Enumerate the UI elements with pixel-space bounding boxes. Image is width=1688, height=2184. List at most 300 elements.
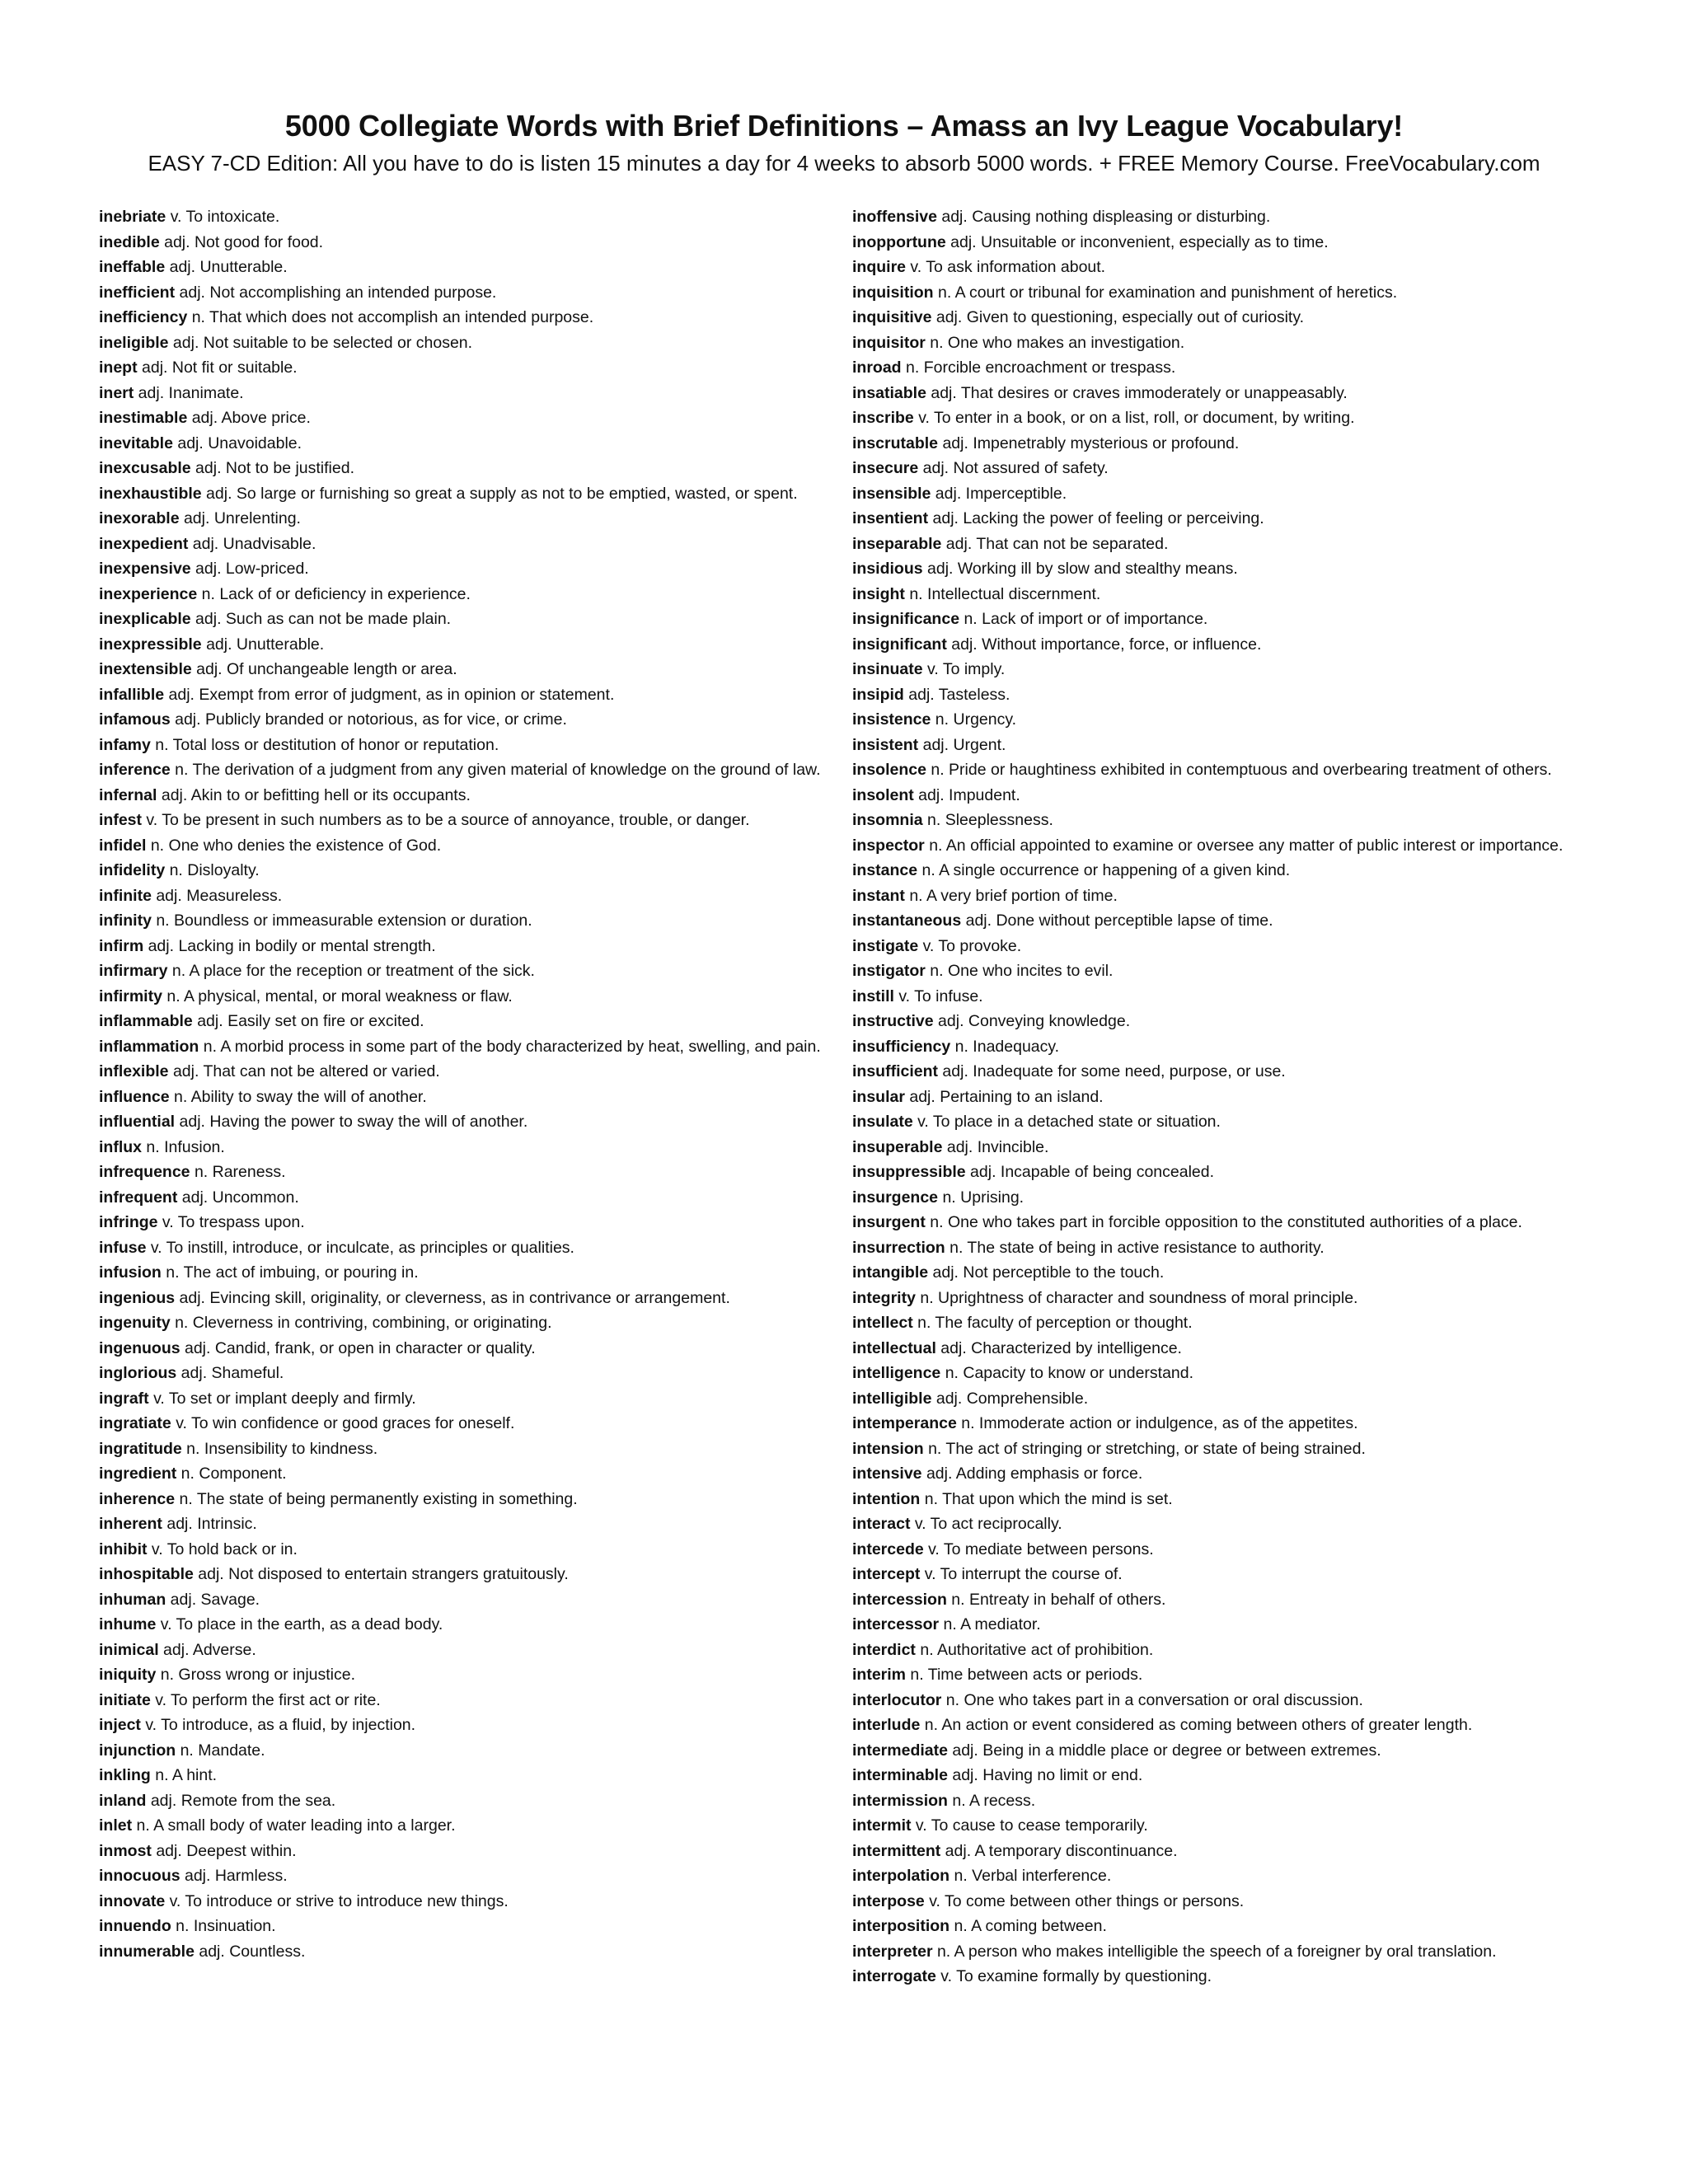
vocab-entry — [99, 230, 824, 255]
vocab-word: insolent — [852, 785, 914, 804]
vocab-definition: adj. Inanimate. — [134, 383, 244, 402]
vocab-word: infrequence — [99, 1163, 190, 1181]
vocab-word: inmost — [99, 1841, 152, 1860]
vocab-definition: adj. Not to be justified. — [190, 459, 355, 477]
vocab-definition: adj. Evincing skill, originality, or cleverness, as in contrivance or arrangement. — [175, 1288, 730, 1307]
vocab-definition: n. Forcible encroachment or trespass. — [901, 359, 1176, 377]
vocab-definition: v. To intoxicate. — [166, 208, 280, 226]
vocab-entry — [99, 783, 824, 808]
vocab-definition: adj. Lacking the power of feeling or perceiving. — [928, 509, 1264, 527]
vocab-word: intangible — [852, 1263, 929, 1282]
vocab-definition: v. To win confidence or good graces for oneself. — [171, 1414, 515, 1432]
vocab-word: innuendo — [99, 1917, 171, 1935]
vocab-entry — [99, 506, 824, 532]
vocab-word: interdict — [852, 1640, 916, 1659]
vocab-definition: n. Entreaty in behalf of others. — [946, 1590, 1166, 1609]
vocab-definition: adj. Harmless. — [180, 1867, 288, 1885]
vocab-word: inquisition — [852, 283, 934, 302]
vocab-entry — [852, 582, 1590, 607]
vocab-definition: adj. Measureless. — [151, 886, 283, 905]
vocab-definition: n. One who takes part in forcible opposition to the constituted authorities of a place. — [925, 1213, 1522, 1231]
vocab-word: inhume — [99, 1615, 157, 1633]
vocab-entry — [99, 481, 824, 507]
vocab-entry — [852, 958, 1590, 984]
vocab-entry — [852, 1612, 1590, 1638]
vocab-definition: n. Mandate. — [176, 1741, 265, 1760]
vocab-entry — [852, 481, 1590, 507]
vocab-definition: v. To enter in a book, or on a list, roll, or document, by writing. — [913, 409, 1355, 427]
vocab-definition: adj. Without importance, force, or influence. — [946, 635, 1262, 654]
vocab-word: inlet — [99, 1816, 133, 1835]
vocab-word: inexhaustible — [99, 484, 202, 503]
vocab-entry — [852, 1235, 1590, 1261]
vocab-word: inexcusable — [99, 459, 191, 477]
vocab-word: inoffensive — [852, 208, 937, 226]
vocab-entry — [99, 1713, 824, 1738]
vocab-entry — [99, 355, 824, 381]
vocab-word: inscribe — [852, 409, 914, 427]
vocab-word: interlude — [852, 1716, 921, 1734]
vocab-definition: adj. A temporary discontinuance. — [940, 1841, 1178, 1860]
vocab-entry — [852, 1964, 1590, 1990]
vocab-entry — [852, 230, 1590, 255]
vocab-word: intermediate — [852, 1741, 948, 1760]
vocab-entry — [852, 1738, 1590, 1764]
vocab-word: intemperance — [852, 1414, 957, 1432]
vocab-definition: n. Pride or haughtiness exhibited in contemptuous and overbearing treatment of others. — [926, 761, 1552, 779]
vocab-entry — [852, 556, 1590, 582]
vocab-word: interpolation — [852, 1867, 950, 1885]
vocab-entry — [99, 255, 824, 280]
vocab-definition: n. Sleeplessness. — [922, 811, 1053, 829]
vocab-word: inhospitable — [99, 1565, 194, 1583]
vocab-definition: v. To be present in such numbers as to be a source of annoyance, trouble, or danger. — [142, 811, 750, 829]
vocab-word: insecure — [852, 459, 919, 477]
vocab-entry — [852, 405, 1590, 431]
vocab-entry — [99, 1361, 824, 1386]
vocab-word: ingenuity — [99, 1314, 171, 1332]
vocab-word: infinite — [99, 886, 152, 905]
vocab-entry — [852, 355, 1590, 381]
vocab-entry — [99, 280, 824, 306]
vocab-word: instructive — [852, 1012, 934, 1030]
vocab-entry — [852, 1562, 1590, 1587]
vocab-definition: adj. Unsuitable or inconvenient, especially as to time. — [945, 232, 1329, 251]
vocab-word: infusion — [99, 1263, 162, 1282]
vocab-entry — [99, 405, 824, 431]
page-title: 5000 Collegiate Words with Brief Definitions – Amass an Ivy League Vocabulary! — [284, 109, 1404, 143]
vocab-definition: adj. That can not be separated. — [941, 534, 1169, 553]
vocab-word: insensible — [852, 484, 931, 503]
vocab-word: intermission — [852, 1791, 948, 1810]
vocab-definition: adj. Done without perceptible lapse of time. — [961, 912, 1273, 930]
vocab-definition: n. That upon which the mind is set. — [920, 1489, 1173, 1508]
vocab-entry — [99, 1034, 824, 1060]
vocab-definition: adj. Having no limit or end. — [947, 1766, 1143, 1784]
vocab-definition: n. Lack of import or of importance. — [959, 610, 1208, 628]
vocab-definition: n. A physical, mental, or moral weakness or flaw. — [162, 987, 513, 1005]
vocab-word: interim — [852, 1666, 907, 1684]
vocab-definition: adj. Candid, frank, or open in character or quality. — [180, 1338, 536, 1357]
vocab-definition: adj. Not fit or suitable. — [137, 359, 298, 377]
vocab-word: inquisitive — [852, 308, 932, 326]
vocab-word: inquire — [852, 258, 907, 276]
vocab-entry — [99, 1185, 824, 1211]
vocab-word: inflammation — [99, 1037, 199, 1056]
vocab-entry — [852, 1487, 1590, 1512]
vocab-entry — [99, 657, 824, 682]
vocab-word: intellect — [852, 1314, 913, 1332]
vocab-definition: n. The faculty of perception or thought. — [912, 1314, 1193, 1332]
vocab-definition: v. To provoke. — [918, 936, 1022, 955]
vocab-definition: adj. Adverse. — [158, 1640, 256, 1659]
vocab-word: insipid — [852, 685, 904, 704]
vocab-definition: n. A single occurrence or happening of a given kind. — [917, 861, 1291, 879]
vocab-word: infringe — [99, 1213, 158, 1231]
vocab-definition: n. Infusion. — [142, 1137, 225, 1156]
vocab-definition: n. A person who makes intelligible the speech of a foreigner by oral translation. — [932, 1942, 1497, 1961]
vocab-word: intention — [852, 1489, 921, 1508]
vocab-word: infest — [99, 811, 143, 829]
vocab-definition: n. One who denies the existence of God. — [146, 836, 442, 855]
vocab-entry — [852, 1386, 1590, 1412]
vocab-definition: adj. Inadequate for some need, purpose, or use. — [938, 1062, 1286, 1080]
vocab-definition: v. To act reciprocally. — [910, 1515, 1062, 1533]
vocab-definition: adj. Low-priced. — [190, 560, 309, 578]
vocab-definition: n. Component. — [176, 1465, 287, 1483]
vocab-word: inopportune — [852, 232, 946, 251]
vocab-entry — [99, 1109, 824, 1135]
vocab-definition: adj. Conveying knowledge. — [933, 1012, 1131, 1030]
vocab-definition: adj. Incapable of being concealed. — [965, 1163, 1215, 1181]
vocab-word: instill — [852, 987, 894, 1005]
vocab-entry — [99, 733, 824, 758]
vocab-word: intelligible — [852, 1389, 932, 1408]
vocab-definition: adj. Adding emphasis or force. — [921, 1465, 1143, 1483]
vocab-definition: n. Inadequacy. — [950, 1037, 1060, 1056]
vocab-word: interposition — [852, 1917, 950, 1935]
vocab-definition: n. Time between acts or periods. — [906, 1666, 1143, 1684]
vocab-entry — [852, 255, 1590, 280]
vocab-entry — [852, 1034, 1590, 1060]
vocab-word: instantaneous — [852, 912, 962, 930]
vocab-word: inflammable — [99, 1012, 193, 1030]
vocab-definition: adj. Characterized by intelligence. — [935, 1338, 1182, 1357]
vocab-word: instant — [852, 886, 905, 905]
vocab-word: intermittent — [852, 1841, 941, 1860]
vocab-entry — [852, 1336, 1590, 1361]
vocab-definition: n. Uprightness of character and soundness of moral principle. — [915, 1288, 1358, 1307]
vocab-entry — [99, 1461, 824, 1487]
vocab-entry — [99, 556, 824, 582]
vocab-word: ingratitude — [99, 1439, 182, 1458]
vocab-entry — [852, 934, 1590, 959]
vocab-entry — [99, 330, 824, 356]
vocab-word: insomnia — [852, 811, 923, 829]
vocab-word: insulate — [852, 1113, 913, 1131]
vocab-word: insufficiency — [852, 1037, 951, 1056]
vocab-definition: n. One who makes an investigation. — [925, 333, 1185, 352]
vocab-definition: adj. Unavoidable. — [172, 434, 302, 452]
vocab-definition: adj. Pertaining to an island. — [904, 1087, 1104, 1106]
vocab-word: inexorable — [99, 509, 180, 527]
vocab-entry — [99, 1310, 824, 1336]
vocab-entry — [99, 1260, 824, 1286]
vocab-entry — [99, 1411, 824, 1436]
vocab-word: insidious — [852, 560, 923, 578]
vocab-word: inhuman — [99, 1590, 166, 1609]
vocab-word: inland — [99, 1791, 147, 1810]
vocab-entry — [99, 582, 824, 607]
vocab-definition: adj. Remote from the sea. — [146, 1791, 336, 1810]
vocab-entry — [99, 1839, 824, 1864]
vocab-definition: v. To interrupt the course of. — [920, 1565, 1123, 1583]
vocab-entry — [852, 1185, 1590, 1211]
vocab-entry — [99, 1386, 824, 1412]
vocab-word: ingredient — [99, 1465, 177, 1483]
vocab-word: inextensible — [99, 660, 192, 678]
vocab-entry — [852, 1436, 1590, 1462]
vocab-word: intercept — [852, 1565, 921, 1583]
vocab-definition: n. A morbid process in some part of the body characterized by heat, swelling, and pain. — [199, 1037, 821, 1056]
vocab-word: insatiable — [852, 383, 926, 402]
vocab-entry — [852, 607, 1590, 632]
vocab-definition: n. That which does not accomplish an intended purpose. — [187, 308, 594, 326]
vocab-definition: adj. That can not be altered or varied. — [168, 1062, 440, 1080]
vocab-entry — [99, 532, 824, 557]
vocab-definition: adj. Tasteless. — [903, 685, 1010, 704]
vocab-definition: n. Capacity to know or understand. — [940, 1364, 1194, 1382]
vocab-definition: adj. Unutterable. — [201, 635, 325, 654]
vocab-definition: adj. Intrinsic. — [162, 1515, 257, 1533]
vocab-word: inscrutable — [852, 434, 939, 452]
vocab-word: infamy — [99, 735, 151, 754]
vocab-definition: v. To examine formally by questioning. — [935, 1967, 1212, 1985]
vocab-entry — [852, 883, 1590, 909]
vocab-entry — [99, 1688, 824, 1713]
vocab-definition: adj. Invincible. — [942, 1137, 1049, 1156]
vocab-word: ingraft — [99, 1389, 149, 1408]
vocab-word: insuppressible — [852, 1163, 966, 1181]
vocab-definition: n. Rareness. — [190, 1163, 286, 1181]
vocab-entry — [852, 1286, 1590, 1311]
vocab-entry — [99, 1235, 824, 1261]
left-column — [99, 204, 824, 1964]
vocab-definition: adj. Easily set on fire or excited. — [192, 1012, 424, 1030]
vocab-entry — [852, 1638, 1590, 1663]
vocab-entry — [852, 1763, 1590, 1788]
vocab-definition: v. To introduce, as a fluid, by injection. — [140, 1716, 416, 1734]
vocab-word: iniquity — [99, 1666, 157, 1684]
vocab-word: inquisitor — [852, 333, 926, 352]
vocab-word: insurgent — [852, 1213, 926, 1231]
vocab-word: inefficiency — [99, 308, 188, 326]
vocab-entry — [99, 984, 824, 1010]
vocab-entry — [852, 707, 1590, 733]
vocab-definition: adj. Uncommon. — [177, 1188, 299, 1207]
vocab-definition: n. The act of imbuing, or pouring in. — [161, 1263, 419, 1282]
vocab-entry — [99, 833, 824, 859]
vocab-definition: adj. So large or furnishing so great a supply as not to be emptied, wasted, or spent. — [201, 484, 798, 503]
vocab-word: insular — [852, 1087, 905, 1106]
vocab-entry — [852, 1210, 1590, 1235]
vocab-entry — [99, 1788, 824, 1814]
vocab-entry — [99, 1135, 824, 1160]
vocab-entry — [852, 1135, 1590, 1160]
vocab-definition: n. A recess. — [947, 1791, 1036, 1810]
vocab-word: inkling — [99, 1766, 151, 1784]
vocab-word: insolence — [852, 761, 926, 779]
vocab-definition: adj. Not suitable to be selected or chosen. — [168, 333, 473, 352]
vocab-word: influence — [99, 1087, 170, 1106]
vocab-entry — [99, 1537, 824, 1563]
vocab-entry — [852, 1813, 1590, 1839]
vocab-entry — [99, 204, 824, 230]
vocab-entry — [852, 1587, 1590, 1613]
vocab-definition: adj. Given to questioning, especially out of curiosity. — [931, 308, 1305, 326]
vocab-definition: n. One who incites to evil. — [925, 962, 1114, 980]
vocab-word: inherence — [99, 1489, 176, 1508]
vocab-definition: adj. Shameful. — [176, 1364, 284, 1382]
vocab-word: infinity — [99, 912, 152, 930]
vocab-definition: adj. Urgent. — [918, 735, 1006, 754]
vocab-definition: adj. Impenetrably mysterious or profound. — [938, 434, 1240, 452]
vocab-word: infirmity — [99, 987, 162, 1005]
vocab-definition: adj. Unadvisable. — [188, 534, 316, 553]
vocab-word: instigator — [852, 962, 926, 980]
vocab-entry — [852, 1109, 1590, 1135]
vocab-definition: n. The act of stringing or stretching, or state of being strained. — [923, 1439, 1366, 1458]
vocab-entry — [99, 1889, 824, 1915]
vocab-entry — [99, 808, 824, 833]
vocab-entry — [852, 1260, 1590, 1286]
vocab-definition: n. A hint. — [150, 1766, 218, 1784]
vocab-definition: n. Urgency. — [931, 710, 1017, 729]
vocab-definition: n. A place for the reception or treatment of the sick. — [167, 962, 535, 980]
vocab-entry — [99, 1085, 824, 1110]
vocab-entry — [99, 1587, 824, 1613]
vocab-word: instance — [852, 861, 918, 879]
vocab-definition: v. To instill, introduce, or inculcate, as principles or qualities. — [146, 1238, 574, 1257]
vocab-definition: adj. That desires or craves immoderately or unappeasably. — [926, 383, 1348, 402]
vocab-entry — [99, 1160, 824, 1185]
vocab-entry — [852, 1863, 1590, 1889]
vocab-word: inexpensive — [99, 560, 191, 578]
vocab-word: infamous — [99, 710, 171, 729]
vocab-entry — [852, 733, 1590, 758]
vocab-entry — [99, 757, 824, 783]
vocab-word: insentient — [852, 509, 929, 527]
vocab-word: inebriate — [99, 208, 166, 226]
vocab-entry — [852, 1713, 1590, 1738]
vocab-word: initiate — [99, 1690, 151, 1709]
vocab-definition: v. To imply. — [922, 660, 1006, 678]
vocab-entry — [99, 1638, 824, 1663]
vocab-word: inefficient — [99, 283, 176, 302]
vocab-entry — [852, 506, 1590, 532]
vocab-entry — [852, 1310, 1590, 1336]
vocab-entry — [99, 1763, 824, 1788]
vocab-entry — [99, 456, 824, 481]
vocab-entry — [852, 1461, 1590, 1487]
vocab-definition: n. A court or tribunal for examination and punishment of heretics. — [933, 283, 1398, 302]
vocab-word: insignificant — [852, 635, 947, 654]
vocab-word: inglorious — [99, 1364, 177, 1382]
vocab-entry — [99, 632, 824, 658]
vocab-definition: n. Insensibility to kindness. — [181, 1439, 378, 1458]
vocab-word: infirmary — [99, 962, 168, 980]
vocab-entry — [99, 883, 824, 909]
vocab-entry — [852, 1788, 1590, 1814]
right-column — [852, 204, 1590, 1990]
vocab-word: interpose — [852, 1891, 925, 1910]
vocab-definition: adj. Not disposed to entertain strangers gratuitously. — [193, 1565, 569, 1583]
vocab-word: ingenuous — [99, 1338, 181, 1357]
vocab-definition: n. Insinuation. — [171, 1917, 276, 1935]
vocab-definition: v. To come between other things or persons. — [924, 1891, 1245, 1910]
vocab-definition: adj. Working ill by slow and stealthy means. — [922, 560, 1238, 578]
vocab-entry — [852, 858, 1590, 883]
vocab-word: interact — [852, 1515, 911, 1533]
vocab-word: infernal — [99, 785, 157, 804]
vocab-definition: v. To mediate between persons. — [923, 1540, 1154, 1558]
vocab-entry — [99, 1059, 824, 1085]
vocab-definition: n. The derivation of a judgment from any given material of knowledge on the ground of law. — [170, 761, 821, 779]
vocab-entry — [852, 330, 1590, 356]
vocab-word: infidelity — [99, 861, 166, 879]
vocab-definition: v. To place in the earth, as a dead body. — [156, 1615, 443, 1633]
vocab-word: inept — [99, 359, 138, 377]
vocab-entry — [99, 858, 824, 883]
vocab-definition: n. An official appointed to examine or oversee any matter of public interest or importance. — [924, 836, 1564, 855]
vocab-definition: v. To ask information about. — [906, 258, 1106, 276]
vocab-entry — [99, 1286, 824, 1311]
vocab-definition: adj. Unutterable. — [165, 258, 288, 276]
vocab-word: innovate — [99, 1891, 166, 1910]
vocab-entry — [852, 305, 1590, 330]
vocab-definition: adj. Not good for food. — [159, 232, 324, 251]
vocab-entry — [852, 204, 1590, 230]
vocab-word: insurrection — [852, 1238, 945, 1257]
vocab-entry — [99, 305, 824, 330]
vocab-definition: n. Gross wrong or injustice. — [156, 1666, 356, 1684]
vocab-definition: n. Intellectual discernment. — [904, 584, 1101, 603]
vocab-word: intellectual — [852, 1338, 936, 1357]
vocab-word: insuperable — [852, 1137, 943, 1156]
vocab-word: ingenious — [99, 1288, 176, 1307]
vocab-word: inexpedient — [99, 534, 189, 553]
vocab-definition: n. Disloyalty. — [165, 861, 260, 879]
vocab-definition: adj. Deepest within. — [151, 1841, 297, 1860]
vocab-entry — [99, 1662, 824, 1688]
vocab-definition: adj. Exempt from error of judgment, as in opinion or statement. — [164, 685, 615, 704]
vocab-definition: n. The state of being in active resistance to authority. — [945, 1238, 1325, 1257]
vocab-word: interrogate — [852, 1967, 936, 1985]
vocab-entry — [99, 1813, 824, 1839]
vocab-word: intercede — [852, 1540, 924, 1558]
vocab-word: inroad — [852, 359, 902, 377]
vocab-word: innumerable — [99, 1942, 195, 1961]
vocab-entry — [852, 1009, 1590, 1034]
vocab-definition: n. The state of being permanently existing in something. — [175, 1489, 578, 1508]
vocab-entry — [99, 1436, 824, 1462]
vocab-entry — [852, 280, 1590, 306]
vocab-entry — [99, 431, 824, 457]
vocab-entry — [99, 1863, 824, 1889]
vocab-definition: adj. Comprehensible. — [931, 1389, 1089, 1408]
vocab-definition: v. To perform the first act or rite. — [150, 1690, 381, 1709]
vocab-definition: adj. Countless. — [194, 1942, 306, 1961]
